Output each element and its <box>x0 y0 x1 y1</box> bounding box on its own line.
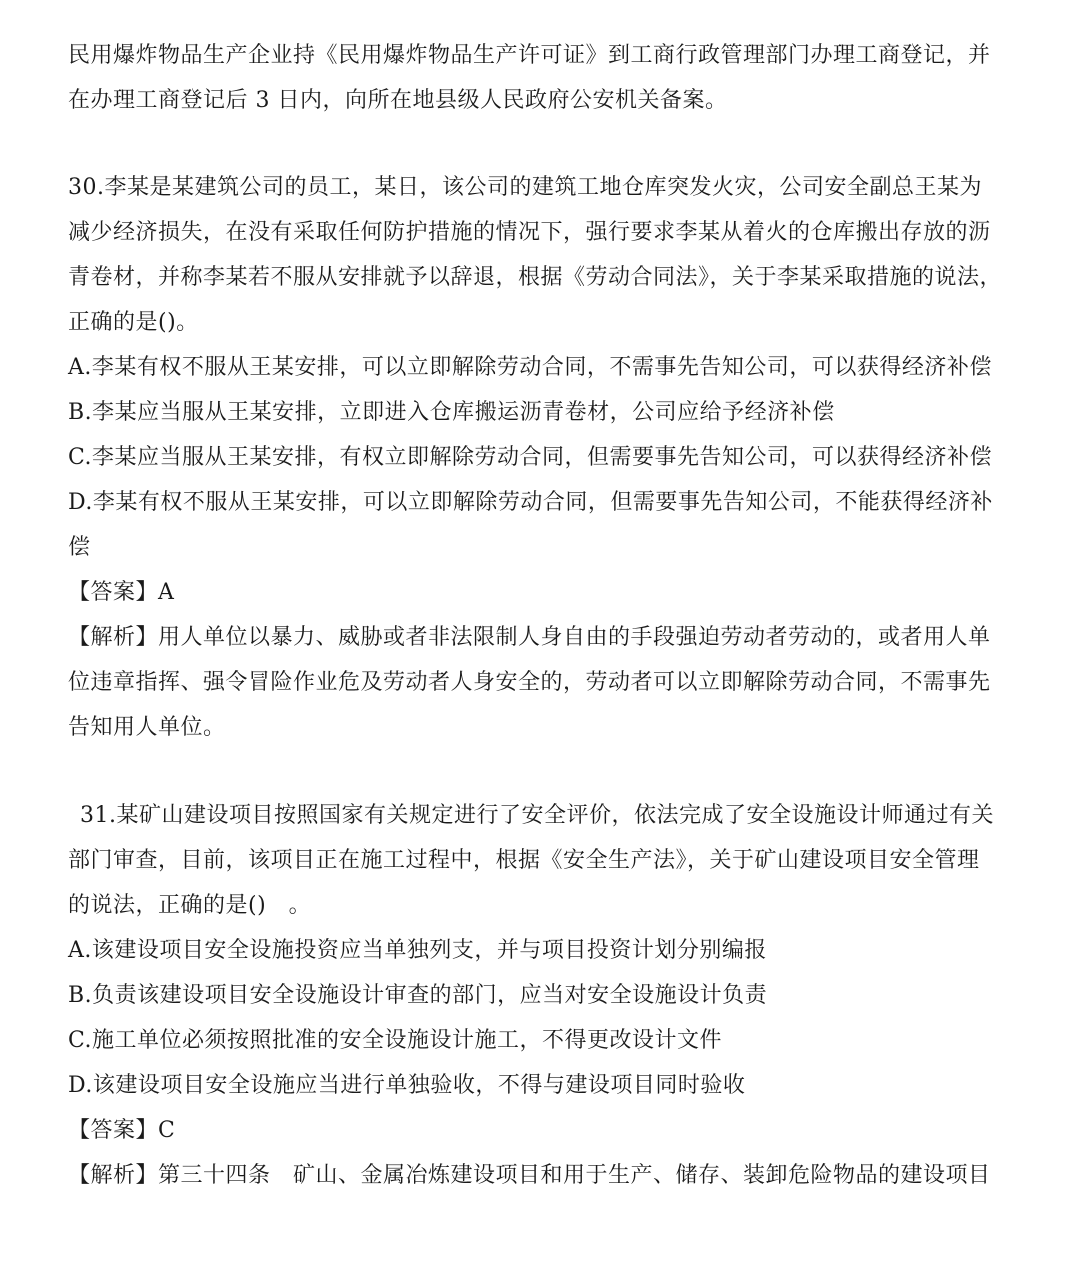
q30-stem-line-3: 青卷材，并称李某若不服从安排就予以辞退，根据《劳动合同法》，关于李某采取措施的说法， <box>68 265 1003 290</box>
q30-analysis-line-2: 位违章指挥、强令冒险作业危及劳动者人身安全的，劳动者可以立即解除劳动合同，不需事先 <box>68 670 991 695</box>
q30-answer: 【答案】A <box>68 580 175 605</box>
q30-option-c: C.李某应当服从王某安排，有权立即解除劳动合同，但需要事先告知公司，可以获得经济补偿 <box>68 445 993 470</box>
q31-option-a: A.该建设项目安全设施投资应当单独列支，并与项目投资计划分别编报 <box>68 938 767 963</box>
q30-stem-line-1: 30.李某是某建筑公司的员工，某日，该公司的建筑工地仓库突发火灾，公司安全副总王某为 <box>68 175 982 200</box>
q31-option-c: C.施工单位必须按照批准的安全设施设计施工，不得更改设计文件 <box>68 1028 723 1053</box>
q30-option-b: B.李某应当服从王某安排，立即进入仓库搬运沥青卷材，公司应给予经济补偿 <box>68 400 835 425</box>
q31-stem-line-3: 的说法，正确的是() 。 <box>68 893 312 918</box>
q31-stem-line-1: 31.某矿山建设项目按照国家有关规定进行了安全评价，依法完成了安全设施设计师通过有关 <box>80 803 994 828</box>
q30-option-d-line-2: 偿 <box>68 535 91 560</box>
q31-stem-line-2: 部门审查，目前，该项目正在施工过程中，根据《安全生产法》，关于矿山建设项目安全管理 <box>68 848 980 873</box>
q31-answer: 【答案】C <box>68 1118 176 1143</box>
q31-analysis-line-1: 【解析】第三十四条 矿山、金属冶炼建设项目和用于生产、储存、装卸危险物品的建设项目 <box>68 1163 991 1188</box>
q30-analysis-line-1: 【解析】用人单位以暴力、威胁或者非法限制人身自由的手段强迫劳动者劳动的，或者用人单 <box>68 625 991 650</box>
q30-stem-line-4: 正确的是()。 <box>68 310 199 335</box>
intro-line-1: 民用爆炸物品生产企业持《民用爆炸物品生产许可证》到工商行政管理部门办理工商登记，并 <box>68 43 991 68</box>
q30-option-a: A.李某有权不服从王某安排，可以立即解除劳动合同，不需事先告知公司，可以获得经济补偿 <box>68 355 992 380</box>
q31-option-d: D.该建设项目安全设施应当进行单独验收，不得与建设项目同时验收 <box>68 1073 746 1098</box>
q30-option-d-line-1: D.李某有权不服从王某安排，可以立即解除劳动合同，但需要事先告知公司，不能获得经济补 <box>68 490 993 515</box>
intro-line-2: 在办理工商登记后 3 日内，向所在地县级人民政府公安机关备案。 <box>68 88 728 113</box>
q31-option-b: B.负责该建设项目安全设施设计审查的部门，应当对安全设施设计负责 <box>68 983 768 1008</box>
q30-analysis-line-3: 告知用人单位。 <box>68 715 226 740</box>
q30-stem-line-2: 减少经济损失，在没有采取任何防护措施的情况下，强行要求李某从着火的仓库搬出存放的沥 <box>68 220 991 245</box>
